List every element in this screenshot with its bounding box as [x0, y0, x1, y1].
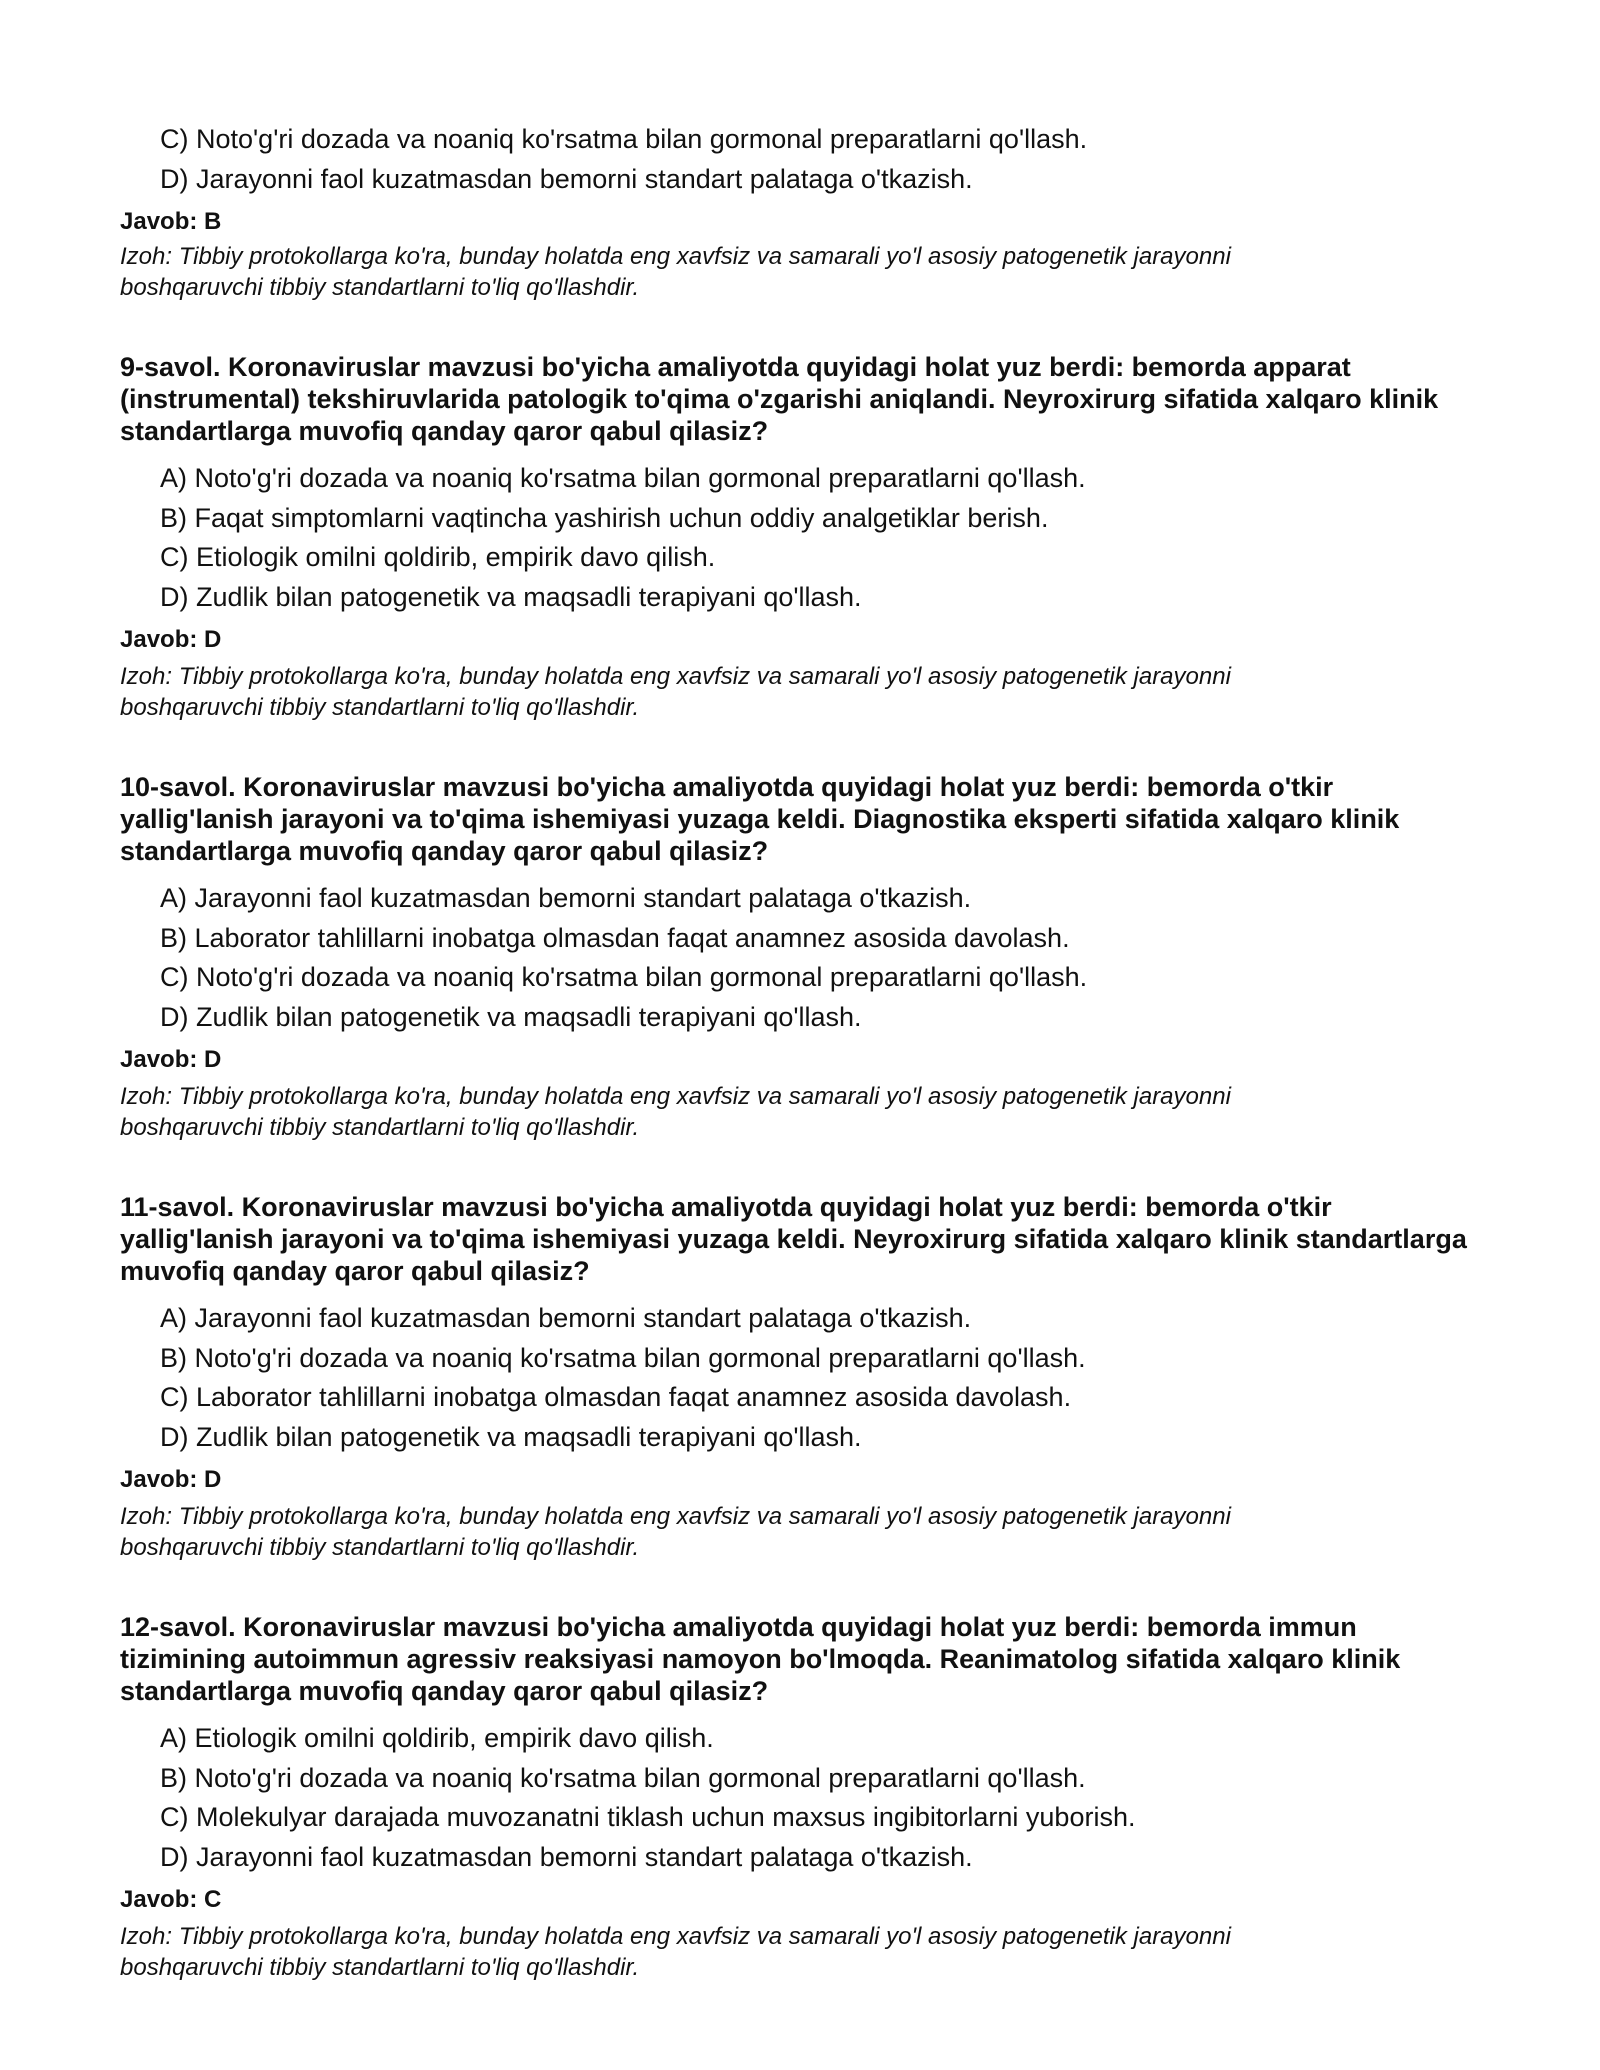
- option-a: A) Noto'g'ri dozada va noaniq ko'rsatma bilan gormonal preparatlarni qo'llash.: [160, 463, 1086, 493]
- option-d: D) Zudlik bilan patogenetik va maqsadli terapiyani qo'llash.: [160, 1001, 862, 1032]
- option-c: C) Molekulyar darajada muvozanatni tiklash uchun maxsus ingibitorlarni yuborish.: [160, 1802, 1136, 1832]
- option-c: C) Etiologik omilni qoldirib, empirik davo qilish.: [160, 542, 716, 572]
- answer-options: [120, 879, 1490, 1037]
- question-title: 10-savol. Koronaviruslar mavzusi bo'yicha amaliyotda quyidagi holat yuz berdi: bemorda o'tkir yallig'lanish jarayoni va to'qima ishemiyasi yuzaga keldi. Diagnostika eksperti sifatida xalqaro klinik standartlarga muvofiq qanday qaror qabul qilasiz?: [120, 772, 1400, 866]
- option-a: A) Etiologik omilni qoldirib, empirik davo qilish.: [160, 1723, 714, 1753]
- explanation-note: Izoh: Tibbiy protokollarga ko'ra, bunday holatda eng xavfsiz va samarali yo'l asosiy patogenetik jarayonni boshqaruvchi tibbiy standartlarni to'liq qo'llashdir.: [120, 663, 1231, 721]
- question-10: [120, 771, 1490, 1143]
- option-b: B) Laborator tahlillarni inobatga olmasdan faqat anamnez asosida davolash.: [160, 922, 1070, 953]
- correct-answer: Javob: D: [120, 1046, 222, 1073]
- option-d: D) Jarayonni faol kuzatmasdan bemorni standart palataga o'tkazish.: [160, 1841, 973, 1872]
- option-c: C) Noto'g'ri dozada va noaniq ko'rsatma bilan gormonal preparatlarni qo'llash.: [160, 124, 1088, 154]
- answer-options: [120, 459, 1490, 617]
- option-c: C) Noto'g'ri dozada va noaniq ko'rsatma bilan gormonal preparatlarni qo'llash.: [160, 962, 1088, 992]
- option-a: A) Jarayonni faol kuzatmasdan bemorni standart palataga o'tkazish.: [160, 883, 972, 913]
- explanation-note: Izoh: Tibbiy protokollarga ko'ra, bunday holatda eng xavfsiz va samarali yo'l asosiy patogenetik jarayonni boshqaruvchi tibbiy standartlarni to'liq qo'llashdir.: [120, 243, 1231, 301]
- document-page: [120, 120, 1490, 1983]
- answer-options: [120, 120, 1490, 199]
- option-b: B) Faqat simptomlarni vaqtincha yashirish uchun oddiy analgetiklar berish.: [160, 502, 1049, 533]
- question-11: [120, 1191, 1490, 1563]
- correct-answer: Javob: B: [120, 208, 222, 235]
- correct-answer: Javob: D: [120, 1466, 222, 1493]
- correct-answer: Javob: D: [120, 626, 222, 653]
- question-9: [120, 351, 1490, 723]
- option-a: A) Jarayonni faol kuzatmasdan bemorni standart palataga o'tkazish.: [160, 1303, 972, 1333]
- option-b: B) Noto'g'ri dozada va noaniq ko'rsatma bilan gormonal preparatlarni qo'llash.: [160, 1762, 1086, 1793]
- option-b: B) Noto'g'ri dozada va noaniq ko'rsatma bilan gormonal preparatlarni qo'llash.: [160, 1342, 1086, 1373]
- explanation-note: Izoh: Tibbiy protokollarga ko'ra, bunday holatda eng xavfsiz va samarali yo'l asosiy patogenetik jarayonni boshqaruvchi tibbiy standartlarni to'liq qo'llashdir.: [120, 1503, 1231, 1561]
- option-d: D) Zudlik bilan patogenetik va maqsadli terapiyani qo'llash.: [160, 581, 862, 612]
- option-d: D) Jarayonni faol kuzatmasdan bemorni standart palataga o'tkazish.: [160, 163, 973, 194]
- question-12: [120, 1611, 1490, 1983]
- explanation-note: Izoh: Tibbiy protokollarga ko'ra, bunday holatda eng xavfsiz va samarali yo'l asosiy patogenetik jarayonni boshqaruvchi tibbiy standartlarni to'liq qo'llashdir.: [120, 1083, 1231, 1141]
- option-d: D) Zudlik bilan patogenetik va maqsadli terapiyani qo'llash.: [160, 1421, 862, 1452]
- question-title: 12-savol. Koronaviruslar mavzusi bo'yicha amaliyotda quyidagi holat yuz berdi: bemorda immun tizimining autoimmun agressiv reaksiyasi namoyon bo'lmoqda. Reanimatolog sifatida xalqaro klinik standartlarga muvofiq qanday qaror qabul qilasiz?: [120, 1612, 1401, 1706]
- answer-options: [120, 1719, 1490, 1877]
- answer-options: [120, 1299, 1490, 1457]
- option-c: C) Laborator tahlillarni inobatga olmasdan faqat anamnez asosida davolash.: [160, 1382, 1072, 1412]
- explanation-note: Izoh: Tibbiy protokollarga ko'ra, bunday holatda eng xavfsiz va samarali yo'l asosiy patogenetik jarayonni boshqaruvchi tibbiy standartlarni to'liq qo'llashdir.: [120, 1923, 1231, 1981]
- question-8-continuation: [120, 120, 1490, 303]
- question-title: 11-savol. Koronaviruslar mavzusi bo'yicha amaliyotda quyidagi holat yuz berdi: bemorda o'tkir yallig'lanish jarayoni va to'qima ishemiyasi yuzaga keldi. Neyroxirurg sifatida xalqaro klinik standartlarga muvofiq qanday qaror qabul qilasiz?: [120, 1192, 1467, 1286]
- question-title: 9-savol. Koronaviruslar mavzusi bo'yicha amaliyotda quyidagi holat yuz berdi: bemorda apparat (instrumental) tekshiruvlarida patologik to'qima o'zgarishi aniqlandi. Neyroxirurg sifatida xalqaro klinik standartlarga muvofiq qanday qaror qabul qilasiz?: [120, 352, 1439, 446]
- correct-answer: Javob: C: [120, 1886, 222, 1913]
